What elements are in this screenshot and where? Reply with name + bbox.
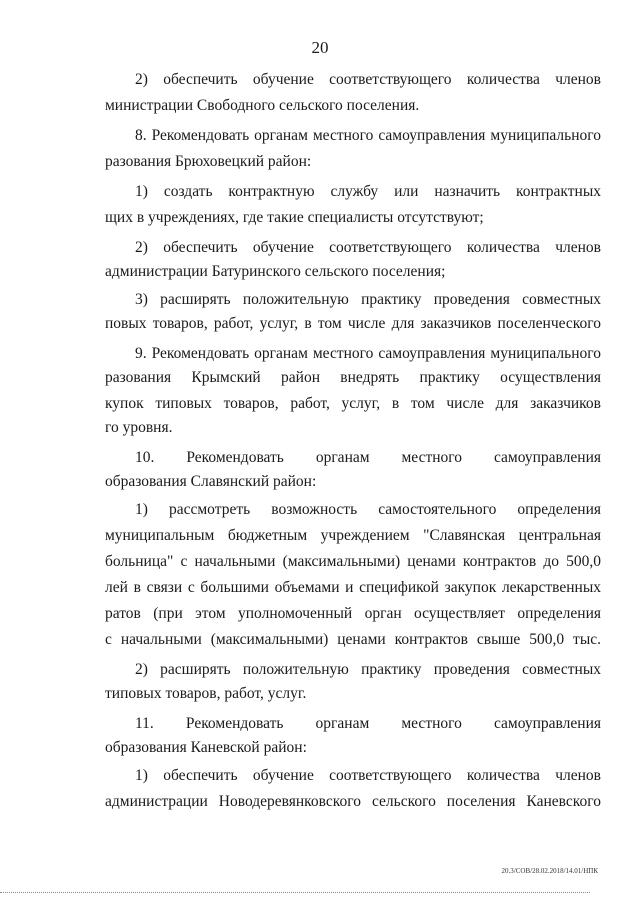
text-line: повых товаров, работ, услуг, в том числе для заказчиков поселенческого [105, 315, 601, 332]
text-line: образования Каневской район: [105, 739, 307, 756]
page-bottom-divider [0, 892, 590, 893]
text-line: 11. Рекомендовать органам местного самоуправления [135, 715, 601, 732]
page-number: 20 [311, 38, 329, 57]
text-line: администрации Батуринского сельского поселения; [105, 263, 446, 280]
text-line: 2) обеспечить обучение соответствующего количества членов [135, 239, 601, 256]
text-line: ратов (при этом уполномоченный орган осуществляет определения [105, 605, 601, 622]
text-line: больница" с начальными (максимальными) ценами контрактов до 500,0 [105, 553, 601, 570]
text-line: 8. Рекомендовать органам местного самоуправления муниципального [135, 127, 601, 144]
text-line: разования Брюховецкий район: [105, 153, 312, 170]
text-line: 9. Рекомендовать органам местного самоуправления муниципального [135, 345, 601, 362]
text-line: администрации Новодеревянковского сельского поселения Каневского [105, 793, 601, 810]
text-line: 1) обеспечить обучение соответствующего количества членов [135, 767, 601, 784]
text-line: 2) обеспечить обучение соответствующего количества членов [135, 71, 601, 88]
text-line: образования Славянский район: [105, 473, 317, 490]
text-line: купок типовых товаров, работ, услуг, в том числе для заказчиков [105, 395, 601, 412]
text-line: 1) рассмотреть возможность самостоятельного определения [135, 501, 601, 518]
text-line: министрации Свободного сельского поселения. [105, 97, 420, 114]
text-line: типовых товаров, работ, услуг. [105, 685, 307, 702]
document-code: 20.3/СОВ/28.02.2018/14.01/НПК [501, 867, 598, 875]
text-line: 10. Рекомендовать органам местного самоуправления [135, 449, 601, 466]
text-line: муниципальным бюджетным учреждением "Славянская центральная [105, 527, 601, 544]
text-line: лей в связи с большими объемами и спецификой закупок лекарственных [105, 579, 601, 596]
text-line: го уровня. [105, 419, 173, 436]
text-line: с начальными (максимальными) ценами контрактов свыше 500,0 тыс. [105, 631, 601, 648]
text-line: разования Крымский район внедрять практику осуществления [105, 369, 601, 386]
text-line: щих в учреждениях, где такие специалисты отсутствуют; [105, 209, 484, 226]
text-line: 3) расширять положительную практику проведения совместных [135, 291, 601, 308]
text-line: 2) расширять положительную практику проведения совместных [135, 661, 601, 678]
text-line: 1) создать контрактную службу или назначить контрактных [135, 183, 601, 200]
